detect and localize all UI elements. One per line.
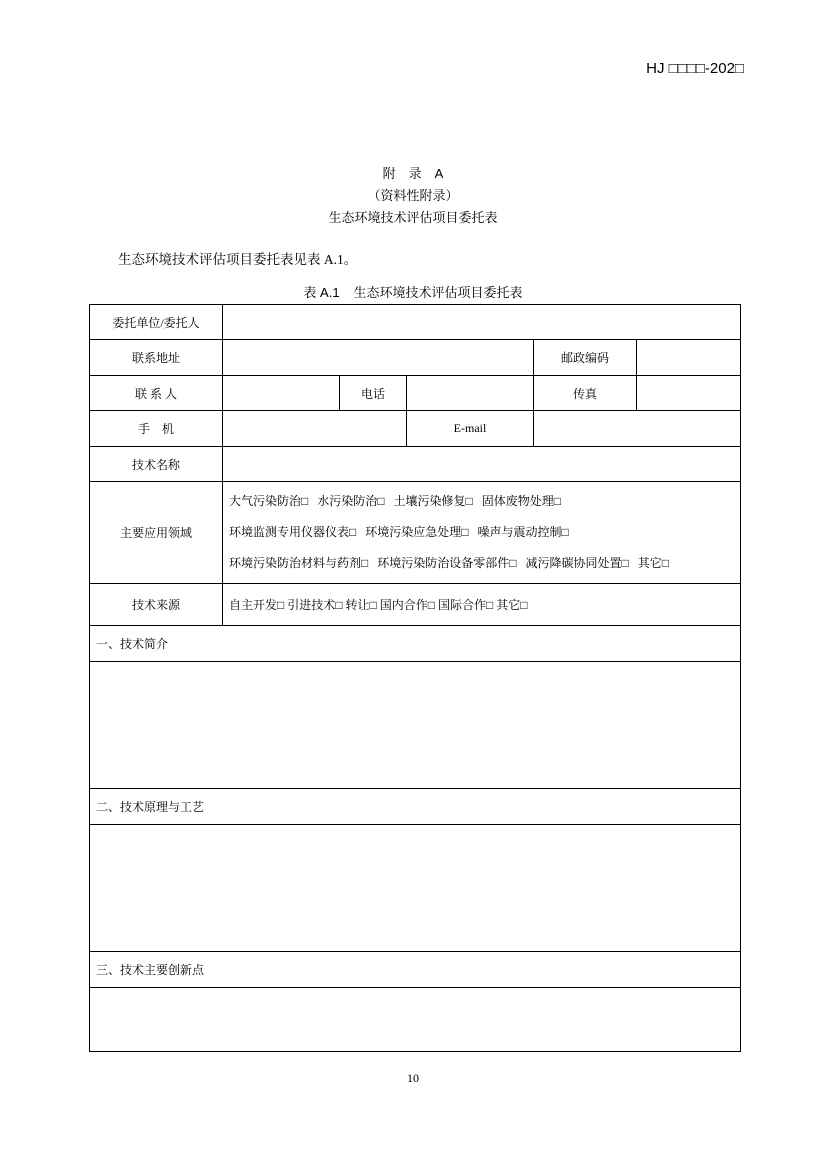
- checkbox-option[interactable]: 其它□: [496, 598, 528, 612]
- table-number: 表 A.1: [303, 285, 340, 300]
- table-caption: [0, 282, 826, 301]
- phone-field[interactable]: [407, 376, 534, 411]
- page-number: 10: [407, 1071, 419, 1085]
- application-line: [229, 548, 734, 579]
- email-field[interactable]: [534, 411, 741, 447]
- application-label: 主要应用领域: [90, 482, 223, 584]
- section-title-innovation: 三、技术主要创新点: [90, 952, 741, 988]
- checkbox-option[interactable]: 国际合作□: [438, 598, 494, 612]
- source-options: [223, 584, 741, 626]
- table-title: 生态环境技术评估项目委托表: [353, 285, 523, 300]
- mobile-field[interactable]: [223, 411, 407, 447]
- fax-field[interactable]: [637, 376, 741, 411]
- checkbox-option[interactable]: 自主开发□: [229, 598, 285, 612]
- appendix-subtitle: （资料性附录）: [367, 188, 459, 203]
- section-title-intro: 一、技术简介: [90, 626, 741, 662]
- application-line: [229, 486, 734, 517]
- contact-field[interactable]: [223, 376, 340, 411]
- mobile-label: 手 机: [90, 411, 223, 447]
- checkbox-option[interactable]: 土壤污染修复□: [393, 494, 473, 508]
- checkbox-option[interactable]: 引进技术□: [287, 598, 343, 612]
- checkbox-option[interactable]: 环境污染应急处理□: [365, 525, 469, 539]
- checkbox-option[interactable]: 国内合作□: [379, 598, 435, 612]
- email-label: E-mail: [407, 411, 534, 447]
- contact-label: 联 系 人: [90, 376, 223, 411]
- section-body-innovation[interactable]: [90, 988, 741, 1052]
- checkbox-option[interactable]: 大气污染防治□: [229, 494, 309, 508]
- checkbox-option[interactable]: 固体废物处理□: [481, 494, 561, 508]
- checkbox-option[interactable]: 水污染防治□: [317, 494, 385, 508]
- application-options: [223, 482, 741, 584]
- source-label: 技术来源: [90, 584, 223, 626]
- application-line: [229, 517, 734, 548]
- client-field[interactable]: [223, 305, 741, 340]
- section-body-intro[interactable]: [90, 662, 741, 789]
- tech-name-field[interactable]: [223, 447, 741, 482]
- checkbox-option[interactable]: 环境污染防治材料与药剂□: [229, 556, 369, 570]
- checkbox-option[interactable]: 其它□: [637, 556, 669, 570]
- postcode-label: 邮政编码: [534, 340, 637, 376]
- checkbox-option[interactable]: 环境污染防治设备零部件□: [377, 556, 517, 570]
- fax-label: 传真: [534, 376, 637, 411]
- tech-name-label: 技术名称: [90, 447, 223, 482]
- standard-code: HJ □□□□-202□: [646, 60, 744, 77]
- phone-label: 电话: [340, 376, 407, 411]
- checkbox-option[interactable]: 转让□: [345, 598, 377, 612]
- postcode-field[interactable]: [637, 340, 741, 376]
- section-title-principle: 二、技术原理与工艺: [90, 789, 741, 825]
- client-label: 委托单位/委托人: [90, 305, 223, 340]
- checkbox-option[interactable]: 环境监测专用仪器仪表□: [229, 525, 357, 539]
- intro-text: 生态环境技术评估项目委托表见表 A.1。: [118, 252, 358, 267]
- appendix-name: 生态环境技术评估项目委托表: [328, 210, 498, 225]
- checkbox-option[interactable]: 减污降碳协同处置□: [525, 556, 629, 570]
- checkbox-option[interactable]: 噪声与震动控制□: [477, 525, 569, 539]
- address-field[interactable]: [223, 340, 534, 376]
- commission-form-table: [89, 304, 741, 1052]
- section-body-principle[interactable]: [90, 825, 741, 952]
- appendix-title: 附 录 A: [382, 166, 444, 181]
- address-label: 联系地址: [90, 340, 223, 376]
